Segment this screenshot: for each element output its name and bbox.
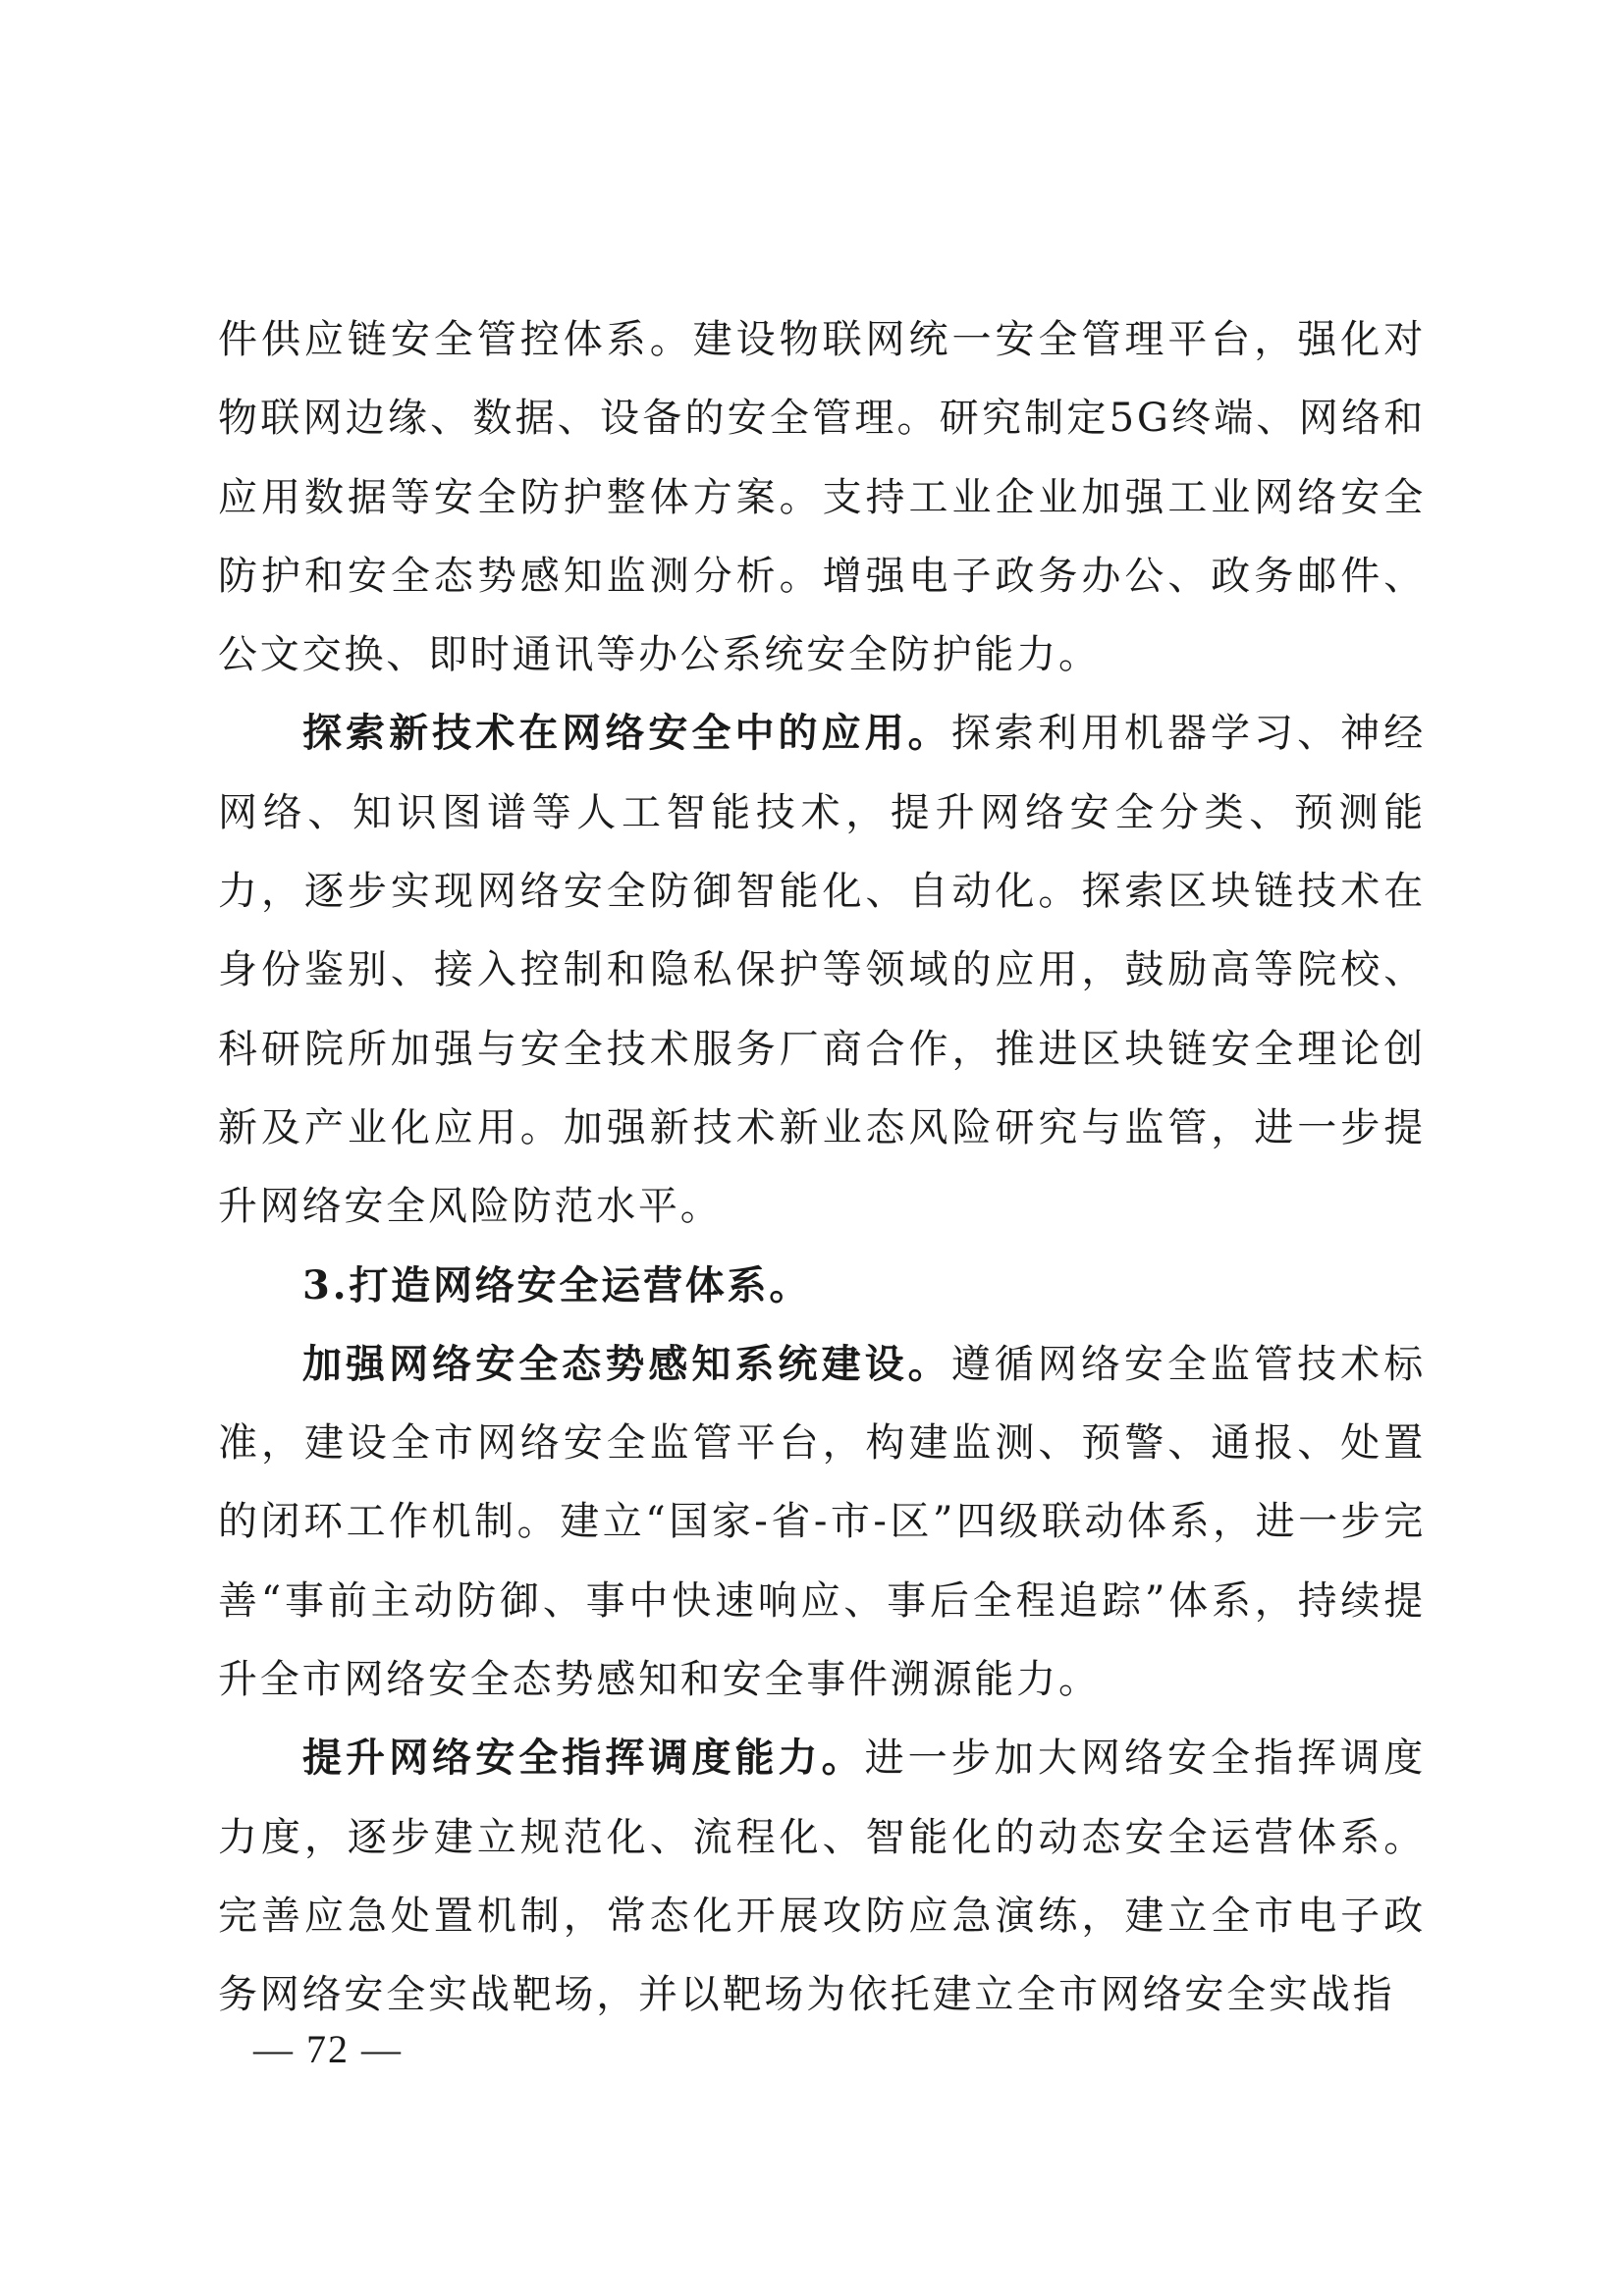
paragraph-lead: 提升网络安全指挥调度能力。 (302, 1735, 865, 1782)
paragraph-text: 进一步加大网络安全指挥调度力度，逐步建立规范化、流程化、智能化的动态安全运营体系。完善应急处置机制，常态化开展攻防应急演练，建立全市电子政务网络安全实战靶场，并以靶场为依托建立全市网络安全实战指 (218, 1735, 1426, 2018)
section-heading (218, 1247, 1426, 1325)
paragraph-text: 件供应链安全管控体系。建设物联网统一安全管理平台，强化对物联网边缘、数据、设备的安全管理。研究制定5G终端、网络和应用数据等安全防护整体方案。支持工业企业加强工业网络安全防护和安全态势感知监测分析。增强电子政务办公、政务邮件、公文交换、即时通讯等办公系统安全防护能力。 (218, 317, 1426, 678)
paragraph-new-tech-application (218, 694, 1426, 1246)
paragraph-text: 探索利用机器学习、神经网络、知识图谱等人工智能技术，提升网络安全分类、预测能力，逐步实现网络安全防御智能化、自动化。探索区块链技术在身份鉴别、接入控制和隐私保护等领域的应用，鼓励高等院校、科研院所加强与安全技术服务厂商合作，推进区块链安全理论创新及产业化应用。加强新技术新业态风险研究与监管，进一步提升网络安全风险防范水平。 (218, 711, 1426, 1230)
paragraph-situational-awareness (218, 1325, 1426, 1719)
paragraph-continuation (218, 300, 1426, 694)
page-number: — 72 — (253, 2027, 403, 2071)
paragraph-text: 遵循网络安全监管技术标准，建设全市网络安全监管平台，构建监测、预警、通报、处置的闭环工作机制。建立“国家-省-市-区”四级联动体系，进一步完善“事前主动防御、事中快速响应、事后全程追踪”体系，持续提升全市网络安全态势感知和安全事件溯源能力。 (218, 1341, 1426, 1703)
paragraph-lead: 加强网络安全态势感知系统建设。 (302, 1340, 951, 1387)
body-text (218, 300, 1426, 2035)
section-heading-text: 3.打造网络安全运营体系。 (302, 1261, 812, 1308)
paragraph-command-dispatch (218, 1719, 1426, 2034)
paragraph-lead: 探索新技术在网络安全中的应用。 (302, 710, 951, 757)
